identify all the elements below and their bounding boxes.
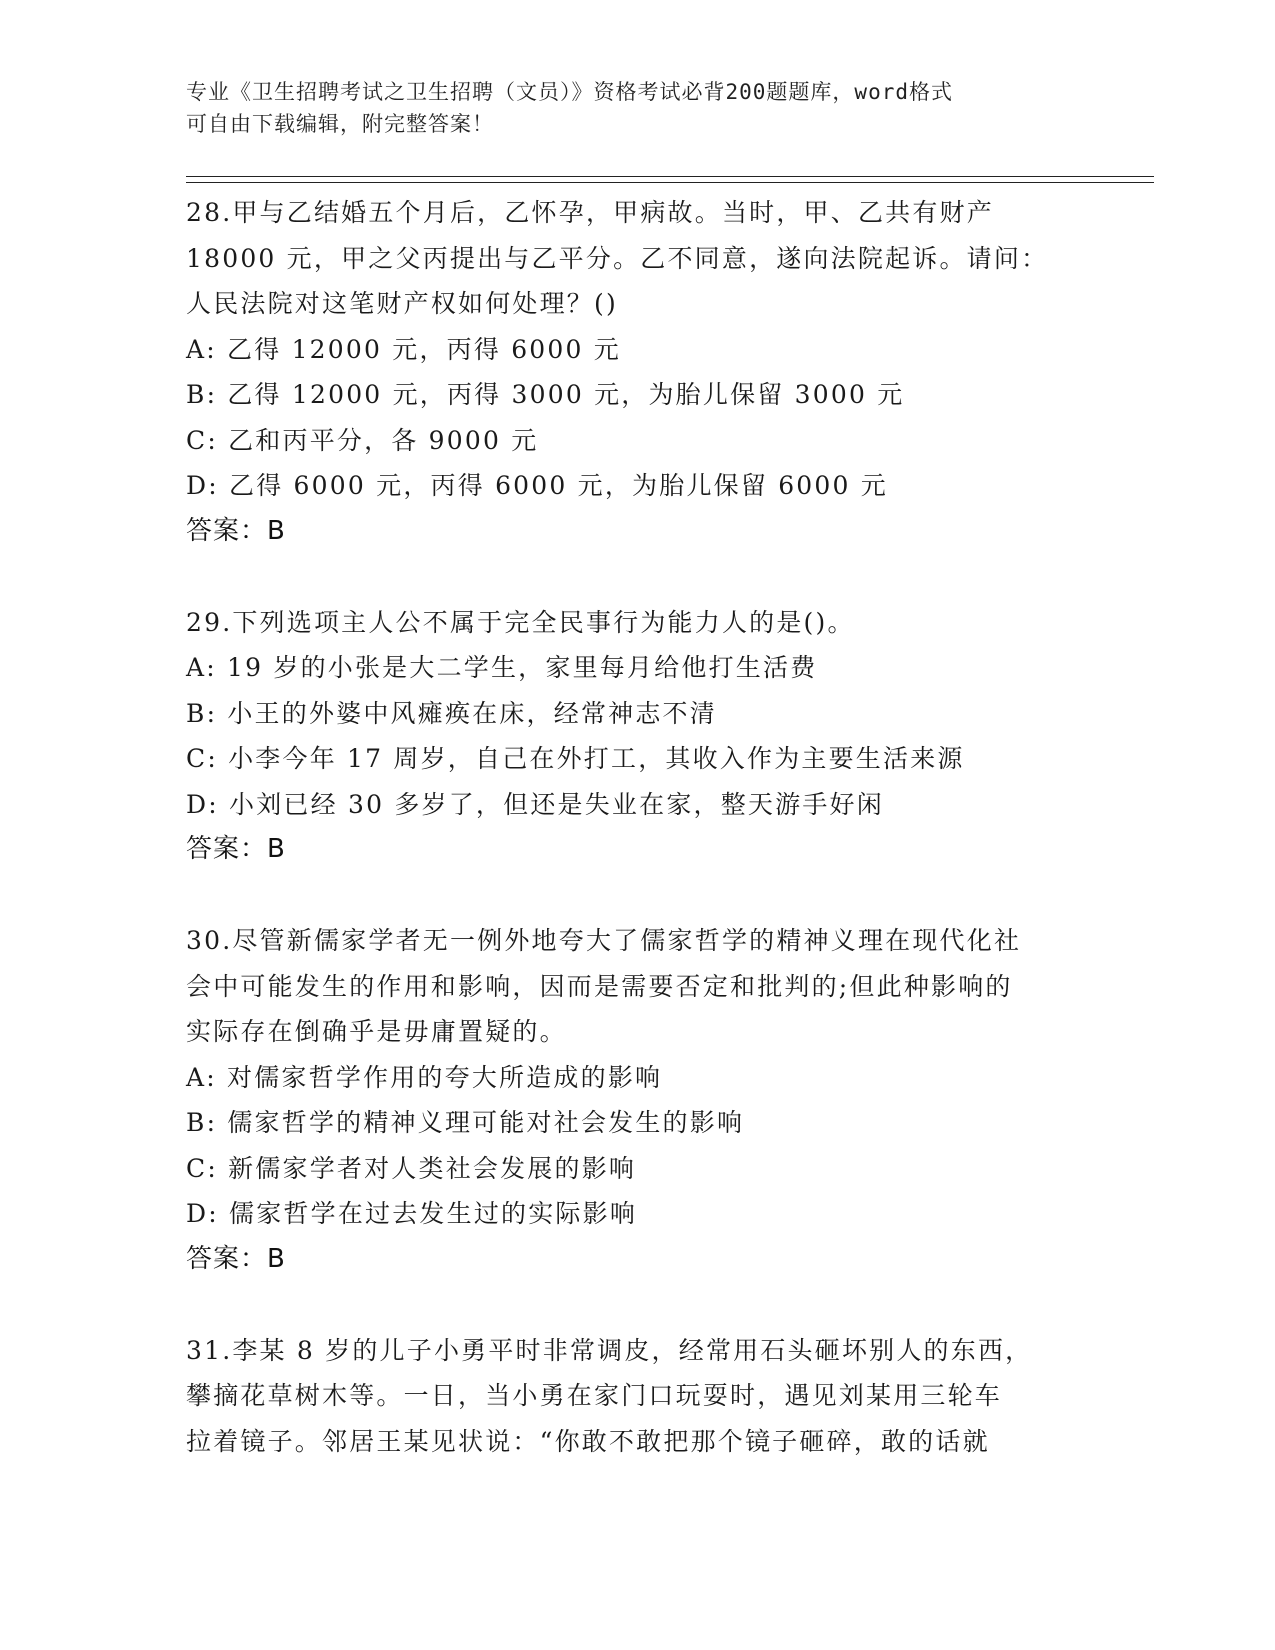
answer-label: 答案：B <box>186 834 286 864</box>
question-30 <box>186 918 1086 1282</box>
option-a: A: 乙得 12000 元，丙得 6000 元 <box>186 334 621 364</box>
question-text: 31.李某 8 岁的儿子小勇平时非常调皮，经常用石头砸坏别人的东西， <box>186 1335 1033 1365</box>
question-text: 18000 元，甲之父丙提出与乙平分。乙不同意，遂向法院起诉。请问： <box>186 243 1049 273</box>
header-line-1: 专业《卫生招聘考试之卫生招聘（文员）》资格考试必背200题题库，word格式 <box>186 80 953 104</box>
answer-label: 答案：B <box>186 1243 286 1274</box>
option-c: C: 乙和丙平分，各 9000 元 <box>186 425 539 455</box>
question-text: 拉着镜子。邻居王某见状说：“你敢不敢把那个镜子砸碎，敢的话就 <box>186 1426 990 1456</box>
option-a: A: 19 岁的小张是大二学生，家里每月给他打生活费 <box>186 653 818 682</box>
header-line-2: 可自由下载编辑，附完整答案！ <box>186 112 494 136</box>
document-header <box>186 76 1066 140</box>
question-text: 人民法院对这笔财产权如何处理？() <box>186 289 618 318</box>
question-text: 攀摘花草树木等。一日，当小勇在家门口玩耍时，遇见刘某用三轮车 <box>186 1381 1003 1410</box>
option-b: B: 乙得 12000 元，丙得 3000 元，为胎儿保留 3000 元 <box>186 380 905 409</box>
option-d: D: 儒家哲学在过去发生过的实际影响 <box>186 1199 638 1228</box>
option-d: D: 乙得 6000 元，丙得 6000 元，为胎儿保留 6000 元 <box>186 471 888 500</box>
header-divider-top <box>186 176 1154 177</box>
question-list <box>186 190 1086 1464</box>
header-divider-bottom <box>186 182 1154 183</box>
spacer <box>186 873 1086 919</box>
option-c: C: 小李今年 17 周岁，自己在外打工，其收入作为主要生活来源 <box>186 744 965 773</box>
answer-label: 答案：B <box>186 515 286 546</box>
spacer <box>186 554 1086 600</box>
question-text: 会中可能发生的作用和影响，因而是需要否定和批判的;但此种影响的 <box>186 971 1013 1001</box>
option-a: A: 对儒家哲学作用的夸大所造成的影响 <box>186 1062 663 1092</box>
question-text: 30.尽管新儒家学者无一例外地夸大了儒家哲学的精神义理在现代化社 <box>186 926 1022 955</box>
question-text: 实际存在倒确乎是毋庸置疑的。 <box>186 1017 567 1046</box>
question-28 <box>186 190 1086 554</box>
spacer <box>186 1282 1086 1328</box>
option-b: B: 小王的外婆中风瘫痪在床，经常神志不清 <box>186 698 717 728</box>
question-31 <box>186 1328 1086 1465</box>
question-29 <box>186 600 1086 873</box>
option-b: B: 儒家哲学的精神义理可能对社会发生的影响 <box>186 1108 745 1137</box>
option-d: D: 小刘已经 30 多岁了，但还是失业在家，整天游手好闲 <box>186 789 884 819</box>
question-text: 28.甲与乙结婚五个月后，乙怀孕，甲病故。当时，甲、乙共有财产 <box>186 198 994 227</box>
question-text: 29.下列选项主人公不属于完全民事行为能力人的是()。 <box>186 607 855 637</box>
option-c: C: 新儒家学者对人类社会发展的影响 <box>186 1153 637 1183</box>
